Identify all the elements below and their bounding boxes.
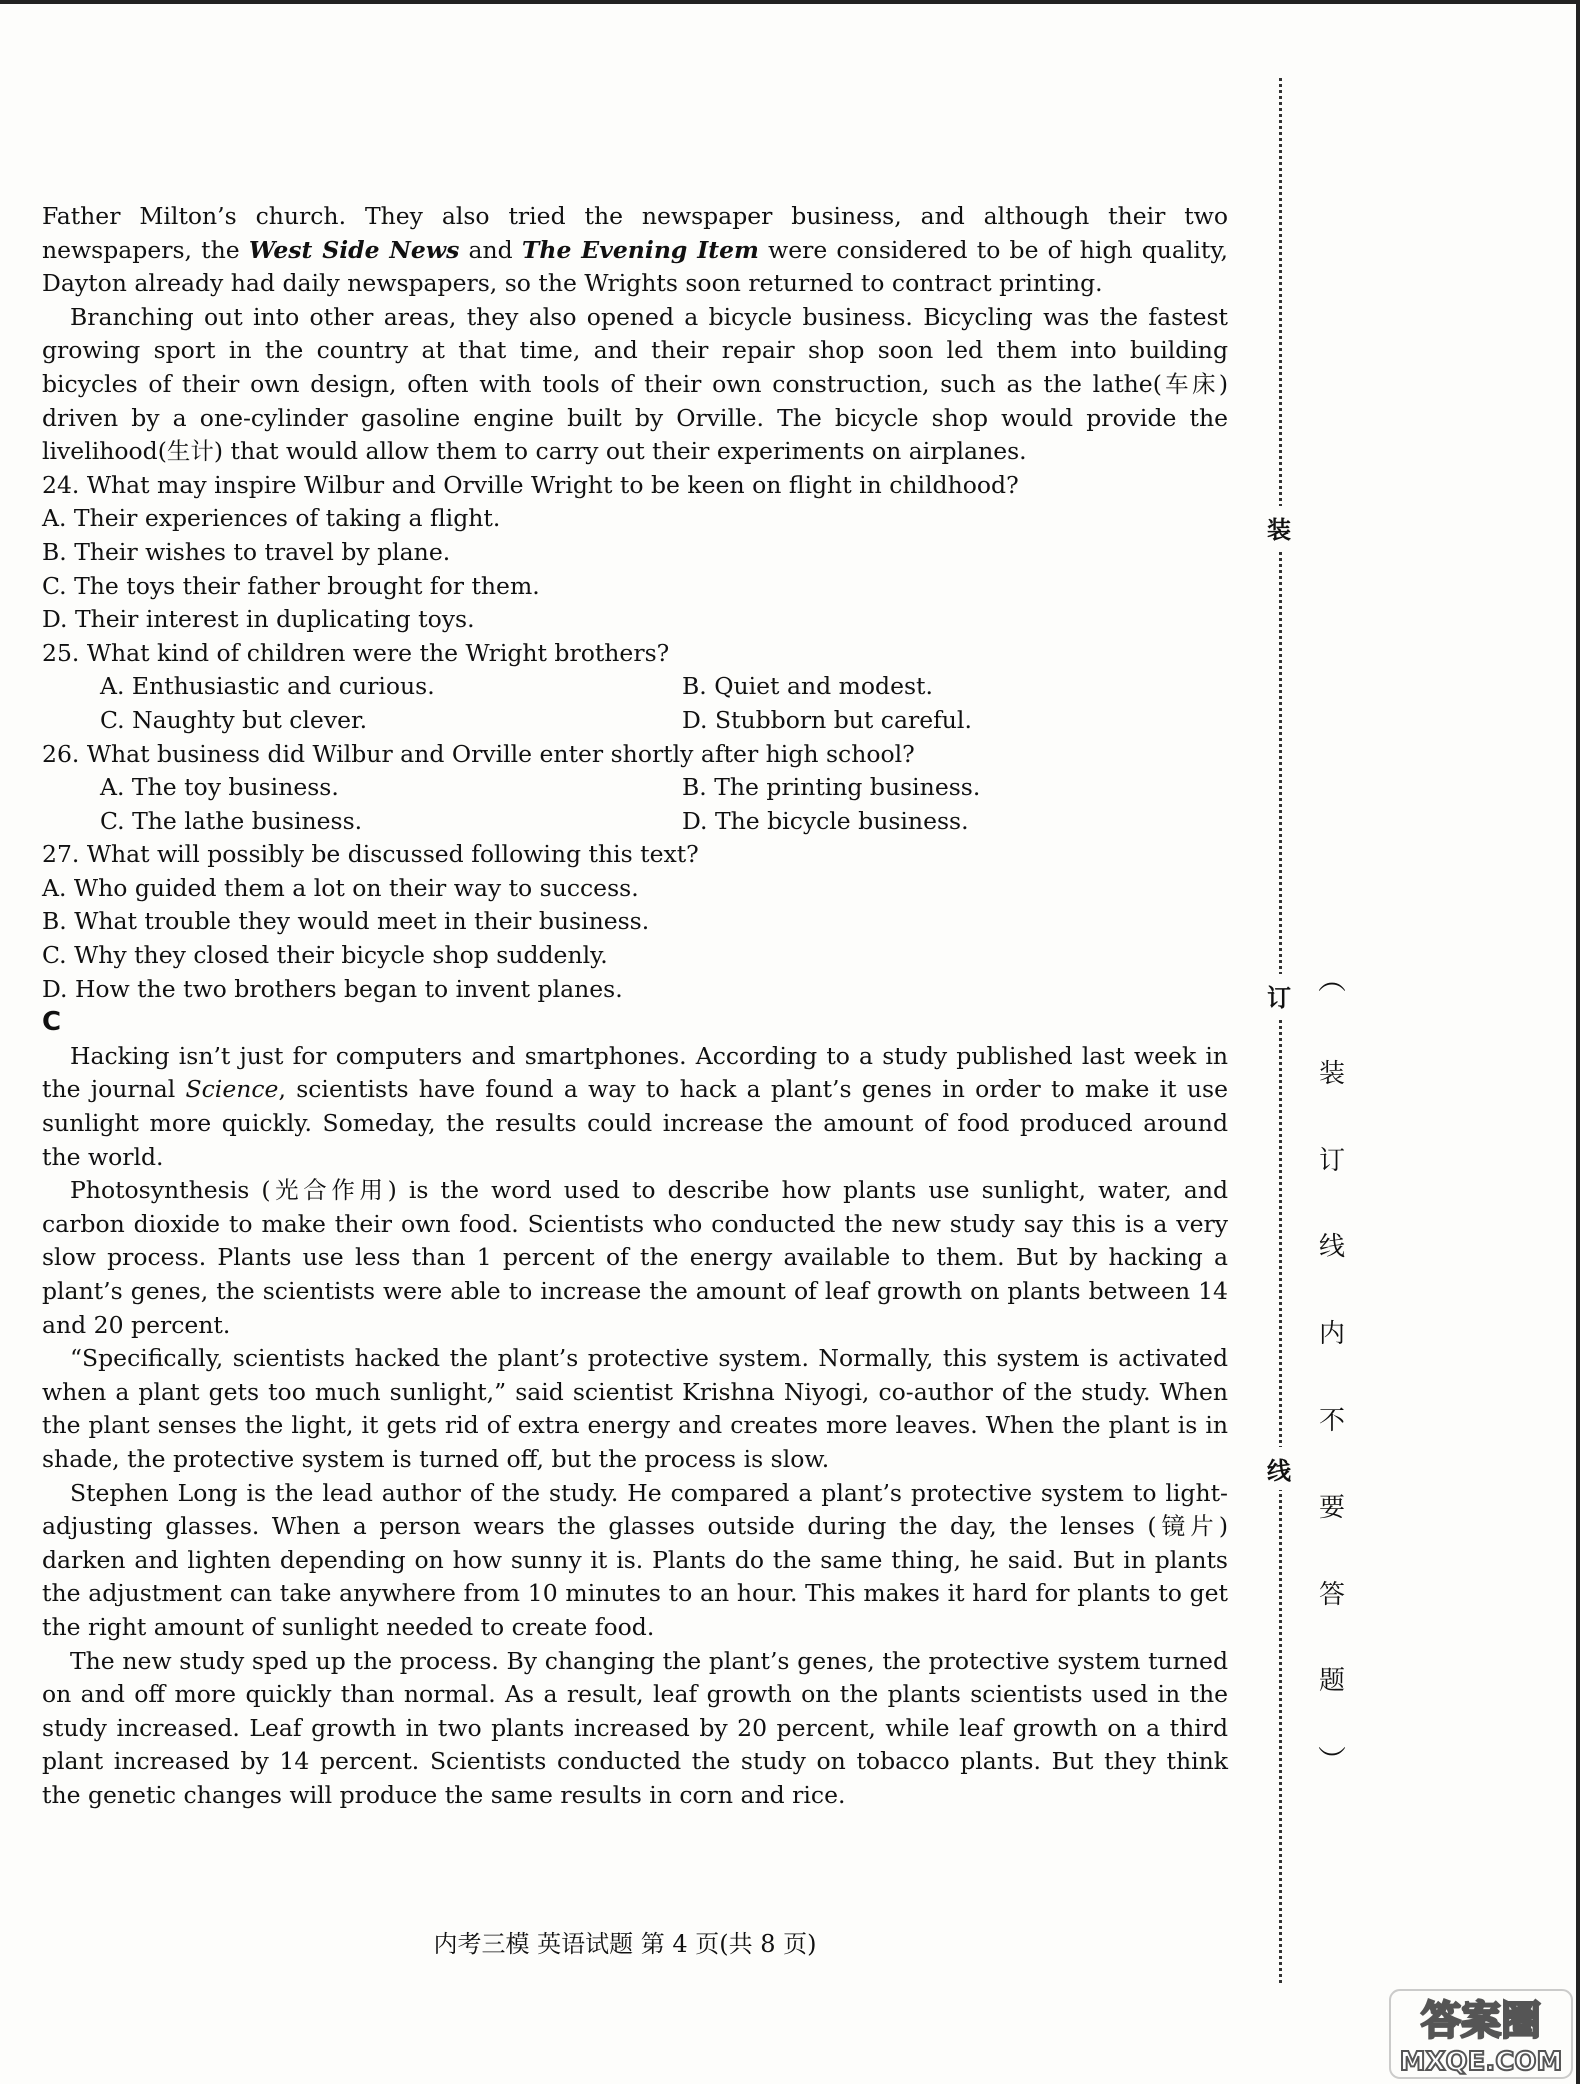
option-b: B. What trouble they would meet in their business. (42, 907, 650, 936)
option-row (100, 704, 1228, 738)
passage-c-paragraph: Stephen Long is the lead author of the study. He compared a plant’s protective system to light-adjusting glasses. When a person wears the glasses outside during the day, the lenses (镜片) darken and lighten depending on how sunny it is. Plants do the same thing, he said. But in plants the adjustment can take anywhere from 10 minutes to an hour. This makes it hard for plants to get the right amount of sunlight needed to create food. (42, 1478, 1228, 1641)
option-c: C. The toys their father brought for them. (42, 571, 540, 600)
watermark-text-bottom: MXQE.COM (1399, 2047, 1563, 2077)
option-row (100, 771, 1228, 805)
option-b: B. The printing business. (682, 773, 981, 802)
option-b: B. Their wishes to travel by plane. (42, 537, 451, 566)
exam-page-content (42, 200, 1228, 1813)
journal-title: Science (185, 1075, 279, 1104)
binding-mark: 订 (1267, 974, 1291, 1017)
option-row (100, 805, 1228, 839)
question-stem: 26. What business did Wilbur and Orville enter shortly after high school? (42, 739, 915, 768)
notice-char: 题 (1318, 1666, 1345, 1697)
passage-c-paragraph: Photosynthesis (光合作用) is the word used to describe how plants use sunlight, water, and carbon dioxide to make their own food. Scientists who conducted the new study say this is a very slow process. Plants use less than 1 percent of the energy available to them. But by hacking a plant’s genes, the scientists were able to increase the amount of leaf growth on plants between 14 and 20 percent. (42, 1176, 1228, 1339)
option-c: C. Naughty but clever. (100, 705, 368, 734)
option-b: B. Quiet and modest. (682, 672, 933, 701)
notice-char: 不 (1318, 1405, 1345, 1436)
notice-char: 要 (1318, 1492, 1345, 1523)
notice-char: 装 (1318, 1058, 1345, 1089)
page-footer: 内考三模 英语试题 第 4 页(共 8 页) (433, 1930, 817, 1958)
scan-border-top (0, 0, 1580, 4)
question-27 (42, 838, 1228, 1006)
option-a: A. Enthusiastic and curious. (100, 672, 435, 701)
option-d: D. Their interest in duplicating toys. (42, 605, 475, 634)
question-stem: 27. What will possibly be discussed following this text? (42, 840, 699, 869)
question-26 (42, 738, 1228, 839)
binding-dotted-line (1279, 78, 1282, 1983)
option-a: A. Who guided them a lot on their way to success. (42, 873, 639, 902)
option-c: C. Why they closed their bicycle shop suddenly. (42, 941, 608, 970)
notice-char: 答 (1318, 1579, 1345, 1610)
passage-c-paragraph: Hacking isn’t just for computers and smartphones. According to a study published last week in the journal Science, scientists have found a way to hack a plant’s genes in order to make it use sunlight more quickly. Someday, the results could increase the amount of food produced around the world. (42, 1041, 1229, 1171)
binding-mark: 装 (1267, 506, 1291, 549)
scan-border-right (1576, 0, 1580, 2084)
notice-char: 订 (1318, 1145, 1345, 1176)
binding-notice (1316, 963, 1348, 1838)
section-heading: C (42, 1007, 62, 1038)
question-25 (42, 637, 1228, 738)
passage-c-paragraph: The new study sped up the process. By changing the plant’s genes, the protective system turned on and off more quickly than normal. As a result, leaf growth on the plants scientists used in the study increased. Leaf growth in two plants increased by 20 percent, while leaf growth on a third plant increased by 14 percent. Scientists conducted the study on tobacco plants. But they think the genetic changes will produce the same results in corn and rice. (42, 1646, 1228, 1809)
option-a: A. Their experiences of taking a flight. (42, 504, 501, 533)
binding-mark: 线 (1267, 1447, 1291, 1490)
site-watermark-logo (1388, 1988, 1574, 2080)
passage-b-paragraph: Branching out into other areas, they also opened a bicycle business. Bicycling was the fastest growing sport in the country at that time, and their repair shop soon led them into building bicycles of their own design, often with tools of their own construction, such as the lathe(车床) driven by a one-cylinder gasoline engine built by Orville. The bicycle shop would provide the livelihood(生计) that would allow them to carry out their experiments on airplanes. (42, 302, 1228, 466)
option-row (100, 670, 1228, 704)
notice-open-paren: ︵ (1317, 963, 1346, 996)
notice-close-paren: ︶ (1317, 1744, 1346, 1778)
newspaper-title: The Evening Item (521, 235, 759, 264)
passage-c-paragraph: “Specifically, scientists hacked the plant’s protective system. Normally, this system is activated when a plant gets too much sunlight,” said scientist Krishna Niyogi, co-author of the study. When the plant senses the light, it gets rid of extra energy and creates more leaves. When the plant is in shade, the protective system is turned off, but the process is slow. (42, 1344, 1228, 1473)
question-stem: 24. What may inspire Wilbur and Orville Wright to be keen on flight in childhood? (42, 470, 1019, 499)
option-a: A. The toy business. (100, 773, 339, 802)
watermark-text-top: 答案圈 (1421, 1998, 1541, 2044)
option-d: D. How the two brothers began to invent planes. (42, 974, 623, 1003)
question-stem: 25. What kind of children were the Wright brothers? (42, 638, 670, 667)
option-d: D. The bicycle business. (682, 806, 969, 835)
option-d: D. Stubborn but careful. (682, 705, 972, 734)
newspaper-title: West Side News (248, 235, 460, 264)
notice-char: 内 (1318, 1319, 1345, 1350)
question-24 (42, 469, 1228, 637)
option-c: C. The lathe business. (100, 806, 363, 835)
passage-b-paragraph: Father Milton’s church. They also tried the newspaper business, and although their two newspapers, the West Side News and The Evening Item were considered to be of high quality, Dayton already had daily newspapers, so the Wrights soon returned to contract printing. (42, 202, 1228, 298)
notice-char: 线 (1318, 1232, 1345, 1263)
